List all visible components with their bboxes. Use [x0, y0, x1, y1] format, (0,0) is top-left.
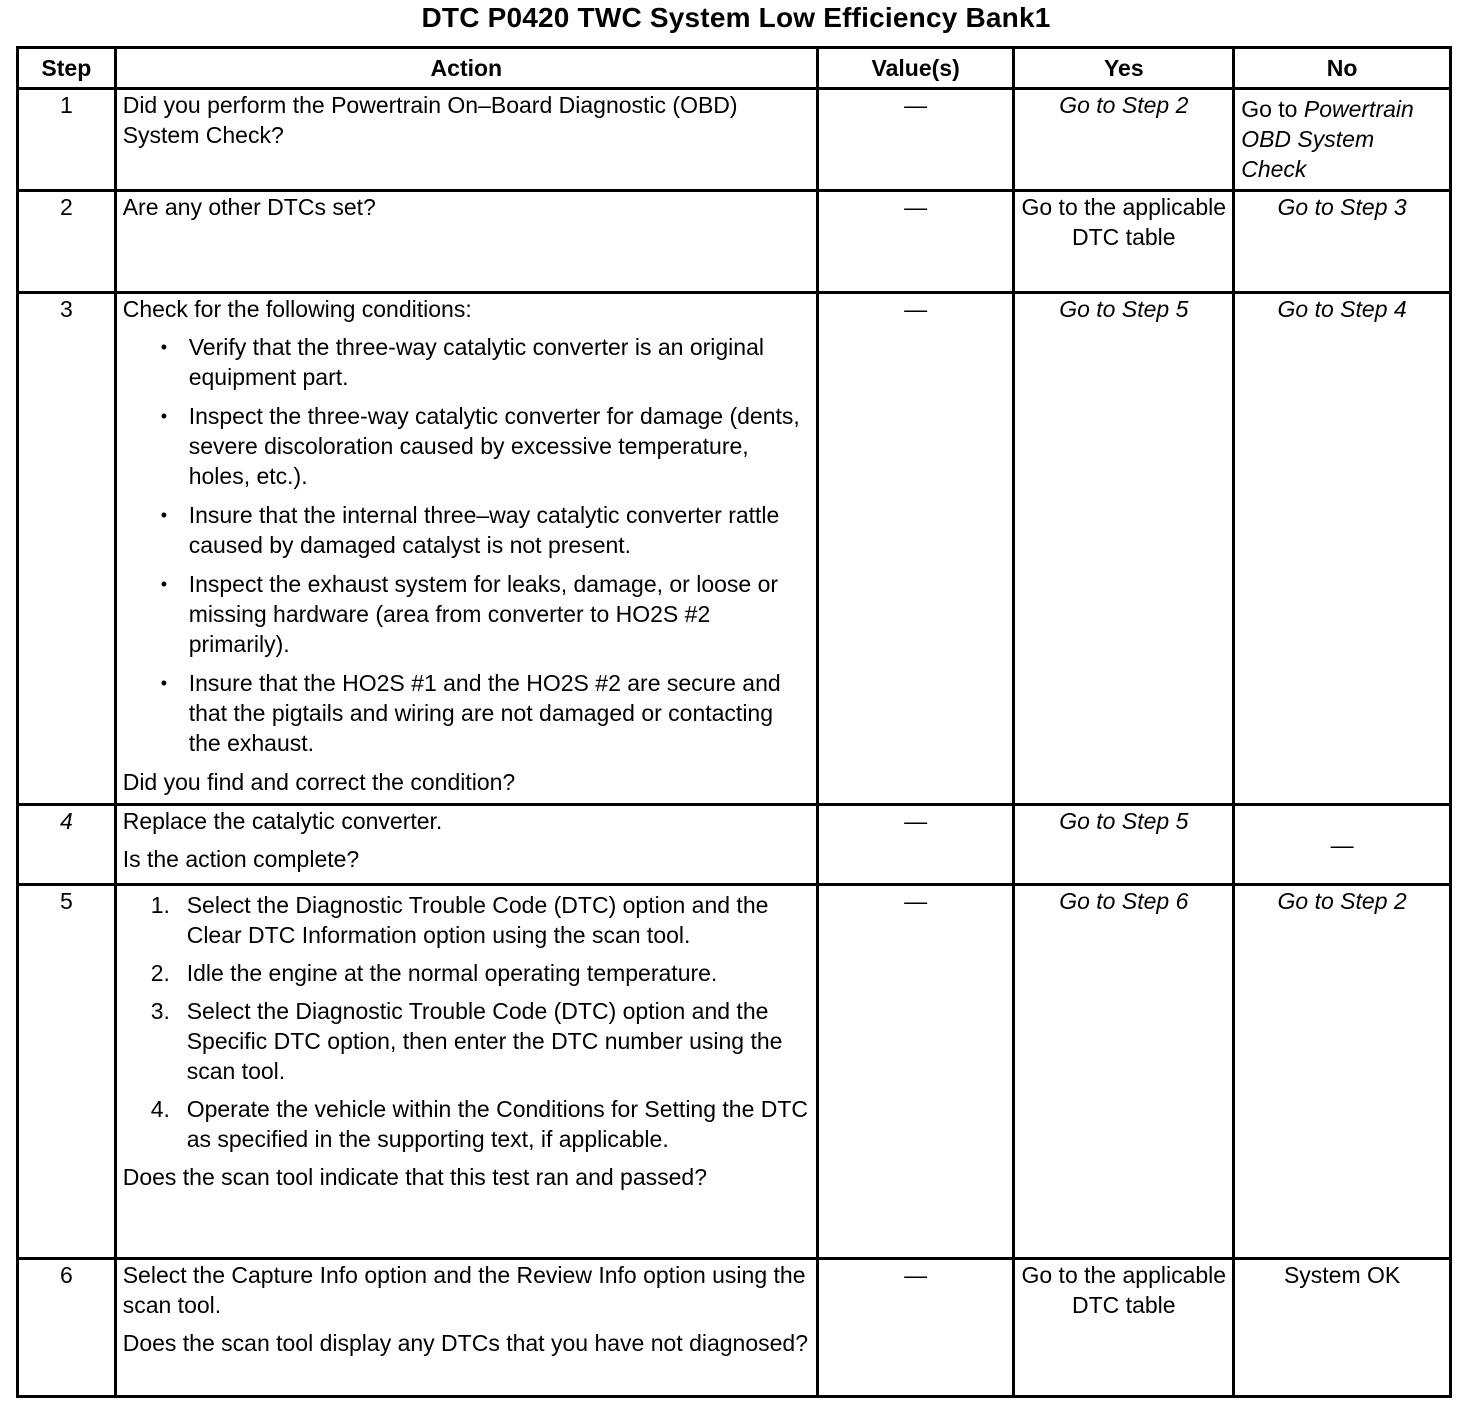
action-cell: [115, 1259, 817, 1397]
no-cell: [1234, 89, 1451, 191]
list-item: • Inspect the three-way catalytic converter for damage (dents, severe discoloration caused by excessive temperature, holes, etc.).: [123, 401, 810, 491]
header-values: Value(s): [817, 48, 1013, 89]
header-yes: Yes: [1014, 48, 1234, 89]
action-question: Does the scan tool indicate that this test ran and passed?: [122, 1164, 708, 1190]
yes-cell: Go to Step 5: [1014, 805, 1234, 885]
table-row: [18, 805, 1451, 885]
list-item: • Verify that the three-way catalytic converter is an original equipment part.: [123, 332, 810, 392]
table-row: [18, 191, 1451, 293]
item-number: 2.: [150, 960, 170, 986]
list-item: [123, 1094, 810, 1154]
list-item: [123, 996, 810, 1086]
no-cell: Go to Step 3: [1234, 191, 1451, 293]
value-cell: —: [817, 805, 1013, 885]
table-row: [18, 293, 1451, 805]
action-intro: Select the Capture Info option and the Review Info option using the scan tool.: [122, 1262, 806, 1318]
table-row: [18, 89, 1451, 191]
step-number: 1: [18, 89, 116, 191]
no-cell: System OK: [1234, 1259, 1451, 1397]
table-row: [18, 1259, 1451, 1397]
yes-cell: Go to Step 2: [1014, 89, 1234, 191]
table-row: [18, 885, 1451, 1259]
item-number: 4.: [150, 1096, 170, 1122]
item-text: Idle the engine at the normal operating temperature.: [186, 960, 718, 986]
action-question: Does the scan tool display any DTCs that you have not diagnosed?: [122, 1330, 809, 1356]
header-row: [18, 48, 1451, 89]
action-question: Did you perform the Powertrain On–Board Diagnostic (OBD) System Check?: [122, 92, 738, 148]
action-cell: [115, 805, 817, 885]
yes-cell: Go to the applicable DTC table: [1014, 1259, 1234, 1397]
header-action: Action: [115, 48, 817, 89]
no-prefix: Go to: [1241, 96, 1298, 122]
item-text: Operate the vehicle within the Conditions for Setting the DTC as specified in the supporting text, if applicable.: [186, 1096, 809, 1152]
step-number: 5: [18, 885, 116, 1259]
action-intro: Check for the following conditions:: [122, 296, 472, 322]
step-number: 6: [18, 1259, 116, 1397]
yes-cell: Go to the applicable DTC table: [1014, 191, 1234, 293]
value-cell: —: [817, 191, 1013, 293]
value-cell: —: [817, 885, 1013, 1259]
yes-cell: Go to Step 6: [1014, 885, 1234, 1259]
diagnostic-table: [16, 46, 1452, 1398]
no-cell: Go to Step 4: [1234, 293, 1451, 805]
header-no: No: [1234, 48, 1451, 89]
yes-cell: Go to Step 5: [1014, 293, 1234, 805]
item-number: 3.: [150, 998, 170, 1024]
value-cell: —: [817, 293, 1013, 805]
value-cell: —: [817, 1259, 1013, 1397]
item-number: 1.: [150, 892, 170, 918]
no-cell: —: [1234, 805, 1451, 885]
item-text: Select the Diagnostic Trouble Code (DTC) option and the Specific DTC option, then enter the DTC number using the scan tool.: [186, 998, 783, 1084]
action-intro: Replace the catalytic converter.: [122, 808, 443, 834]
list-item: [123, 890, 810, 950]
step-number: 2: [18, 191, 116, 293]
action-cell: [115, 885, 817, 1259]
header-step: Step: [18, 48, 116, 89]
action-question: Is the action complete?: [122, 846, 360, 872]
action-cell: [115, 293, 817, 805]
condition-list: [123, 332, 810, 758]
no-cell: Go to Step 2: [1234, 885, 1451, 1259]
action-question: Are any other DTCs set?: [122, 194, 376, 220]
item-text: Select the Diagnostic Trouble Code (DTC) option and the Clear DTC Information option using the scan tool.: [186, 892, 769, 948]
list-item: • Inspect the exhaust system for leaks, damage, or loose or missing hardware (area from converter to HO2S #2 primarily).: [123, 569, 810, 659]
action-cell: [115, 89, 817, 191]
list-item: • Insure that the HO2S #1 and the HO2S #2 are secure and that the pigtails and wiring are not damaged or contacting the exhaust.: [123, 668, 810, 758]
page-title: DTC P0420 TWC System Low Efficiency Bank1: [421, 2, 1051, 33]
step-number: 4: [18, 805, 116, 885]
action-question: Did you find and correct the condition?: [122, 769, 516, 795]
list-item: [123, 958, 810, 988]
value-cell: —: [817, 89, 1013, 191]
step-number: 3: [18, 293, 116, 805]
no-link: Powertrain OBD System Check: [1241, 96, 1414, 182]
list-item: • Insure that the internal three–way catalytic converter rattle caused by damaged catalyst is not present.: [123, 500, 810, 560]
action-cell: [115, 191, 817, 293]
procedure-list: [123, 890, 810, 1154]
